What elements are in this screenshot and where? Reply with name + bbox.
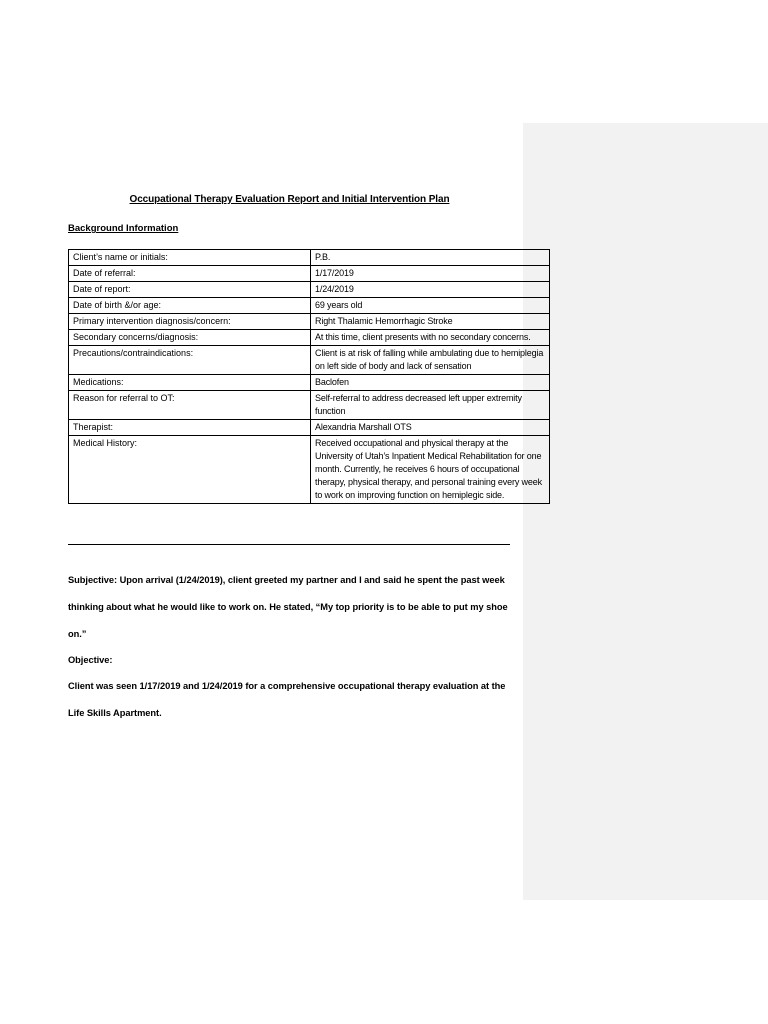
table-row bbox=[69, 282, 550, 298]
row-label: Secondary concerns/diagnosis: bbox=[69, 330, 311, 346]
row-value: 1/17/2019 bbox=[311, 266, 550, 282]
row-value: Right Thalamic Hemorrhagic Stroke bbox=[311, 314, 550, 330]
table-row bbox=[69, 346, 550, 375]
row-value: Baclofen bbox=[311, 375, 550, 391]
objective-paragraph-line-1: Client was seen 1/17/2019 and 1/24/2019 for a comprehensive occupational therapy evaluation at the bbox=[68, 681, 506, 691]
horizontal-rule bbox=[68, 544, 510, 545]
row-label: Date of report: bbox=[69, 282, 311, 298]
table-row bbox=[69, 250, 550, 266]
row-value: Alexandria Marshall OTS bbox=[311, 420, 550, 436]
comment-pane bbox=[523, 123, 768, 900]
row-value: Received occupational and physical therapy at the University of Utah’s Inpatient Medical Rehabilitation for one month. Currently, he receives 6 hours of occupational therapy, physical therapy, and personal training every week to work on improving function on hemiplegic side. bbox=[311, 436, 550, 504]
subjective-paragraph-line-2: thinking about what he would like to work on. He stated, “My top priority is to be able to put my shoe bbox=[68, 602, 508, 612]
row-label: Therapist: bbox=[69, 420, 311, 436]
table-row bbox=[69, 375, 550, 391]
row-value: P.B. bbox=[311, 250, 550, 266]
row-value: At this time, client presents with no secondary concerns. bbox=[311, 330, 550, 346]
table-row bbox=[69, 436, 550, 504]
row-value: 1/24/2019 bbox=[311, 282, 550, 298]
row-label: Precautions/contraindications: bbox=[69, 346, 311, 375]
row-label: Medical History: bbox=[69, 436, 311, 504]
table-row bbox=[69, 266, 550, 282]
subjective-paragraph-line-1: Subjective: Upon arrival (1/24/2019), client greeted my partner and I and said he spent the past week bbox=[68, 575, 505, 585]
table-row bbox=[69, 391, 550, 420]
document-title: Occupational Therapy Evaluation Report and Initial Intervention Plan bbox=[129, 194, 450, 205]
row-label: Reason for referral to OT: bbox=[69, 391, 311, 420]
row-value: 69 years old bbox=[311, 298, 550, 314]
table-row bbox=[69, 420, 550, 436]
row-label: Date of birth &/or age: bbox=[69, 298, 311, 314]
row-value: Self-referral to address decreased left upper extremity function bbox=[311, 391, 550, 420]
row-label: Date of referral: bbox=[69, 266, 311, 282]
row-label: Medications: bbox=[69, 375, 311, 391]
objective-paragraph-line-2: Life Skills Apartment. bbox=[68, 708, 162, 718]
objective-heading: Objective: bbox=[68, 655, 113, 665]
row-value: Client is at risk of falling while ambulating due to hemiplegia on left side of body and lack of sensation bbox=[311, 346, 550, 375]
subjective-paragraph-line-3: on.” bbox=[68, 629, 87, 639]
table-row bbox=[69, 314, 550, 330]
section-heading-background: Background Information bbox=[68, 223, 179, 234]
row-label: Primary intervention diagnosis/concern: bbox=[69, 314, 311, 330]
table-row bbox=[69, 298, 550, 314]
row-label: Client’s name or initials: bbox=[69, 250, 311, 266]
background-info-table bbox=[68, 249, 550, 504]
table-row bbox=[69, 330, 550, 346]
